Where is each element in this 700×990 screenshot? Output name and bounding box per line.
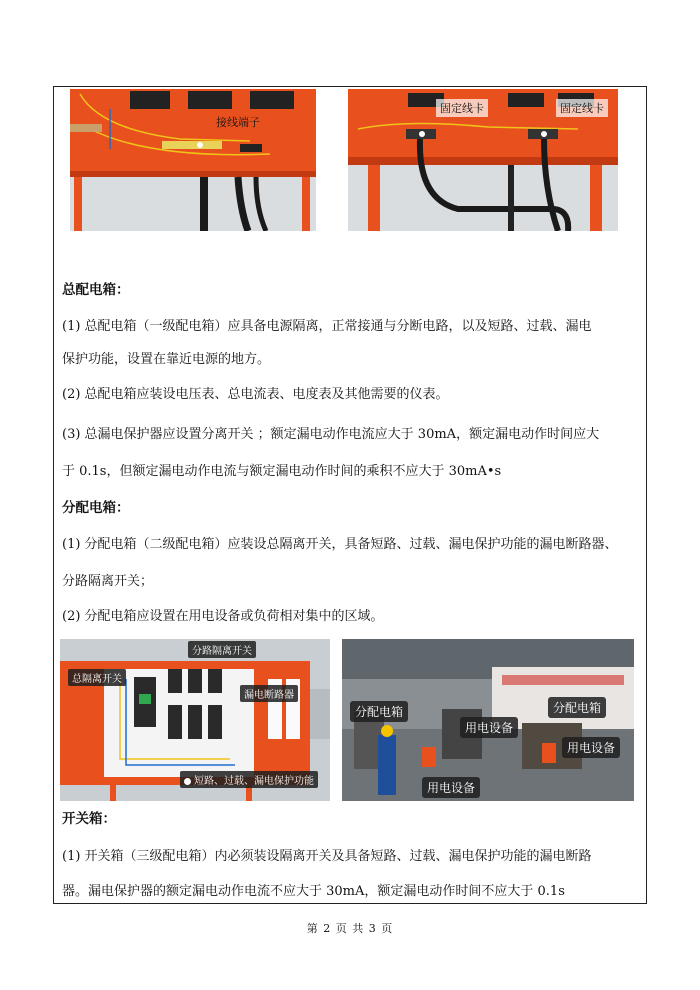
clip-label-2: 固定线卡 xyxy=(556,99,608,117)
distribution-box-image xyxy=(60,639,330,801)
main-box-heading: 总配电箱： xyxy=(62,282,130,298)
equipment-label-3: 用电设备 xyxy=(422,777,480,798)
protection-label-text: 短路、过载、漏电保护功能 xyxy=(194,776,314,787)
clip-label-1: 固定线卡 xyxy=(436,99,488,117)
main-box-line-3: (2) 总配电箱应装设电压表、总电流表、电度表及其他需要的仪表。 xyxy=(62,387,449,402)
terminal-block-image xyxy=(70,89,316,231)
terminal-block-illustration xyxy=(70,89,316,231)
distribution-box-line-1: (1) 分配电箱（二级配电箱）应装设总隔离开关，具备短路、过载、漏电保护功能的漏电断路器、 xyxy=(62,537,618,552)
marker-dot-icon xyxy=(184,778,191,785)
distribution-box-line-3: (2) 分配电箱应设置在用电设备或负荷相对集中的区域。 xyxy=(62,609,384,624)
main-box-line-2: 保护功能，设置在靠近电源的地方。 xyxy=(62,352,271,367)
distribution-box-line-2: 分路隔离开关； xyxy=(62,574,154,589)
terminal-label: 接线端子 xyxy=(216,116,260,129)
main-box-line-4: (3) 总漏电保护器应设置分离开关 ；额定漏电动作电流应大于 30mA，额定漏电动作时间应大 xyxy=(62,427,600,442)
branch-isolator-label: 分路隔离开关 xyxy=(188,641,256,658)
main-isolator-label: 总隔离开关 xyxy=(68,669,126,686)
dist-box-label-1: 分配电箱 xyxy=(350,701,408,722)
protection-label xyxy=(180,771,318,788)
main-box-line-1: (1) 总配电箱（一级配电箱）应具备电源隔离，正常接通与分断电路，以及短路、过载、漏电 xyxy=(62,319,592,334)
main-box-line-5: 于 0.1s，但额定漏电动作电流与额定漏电动作时间的乘积不应大于 30mA•s xyxy=(62,464,502,479)
breaker-label: 漏电断路器 xyxy=(240,685,298,702)
switch-box-line-2: 器。漏电保护器的额定漏电动作电流不应大于 30mA，额定漏电动作时间不应大于 0.1s xyxy=(62,884,565,899)
equipment-label-1: 用电设备 xyxy=(460,717,518,738)
switch-box-line-1: (1) 开关箱（三级配电箱）内必须装设隔离开关及具备短路、过载、漏电保护功能的漏电断路 xyxy=(62,849,592,864)
switch-box-heading: 开关箱： xyxy=(62,811,116,827)
equipment-label-2: 用电设备 xyxy=(562,737,620,758)
content-frame xyxy=(53,86,647,904)
dist-box-label-2: 分配电箱 xyxy=(548,697,606,718)
distribution-box-heading: 分配电箱： xyxy=(62,500,130,516)
cable-clip-image xyxy=(348,89,618,231)
page-footer: 第 2 页 共 3 页 xyxy=(306,922,394,935)
workshop-image xyxy=(342,639,634,801)
